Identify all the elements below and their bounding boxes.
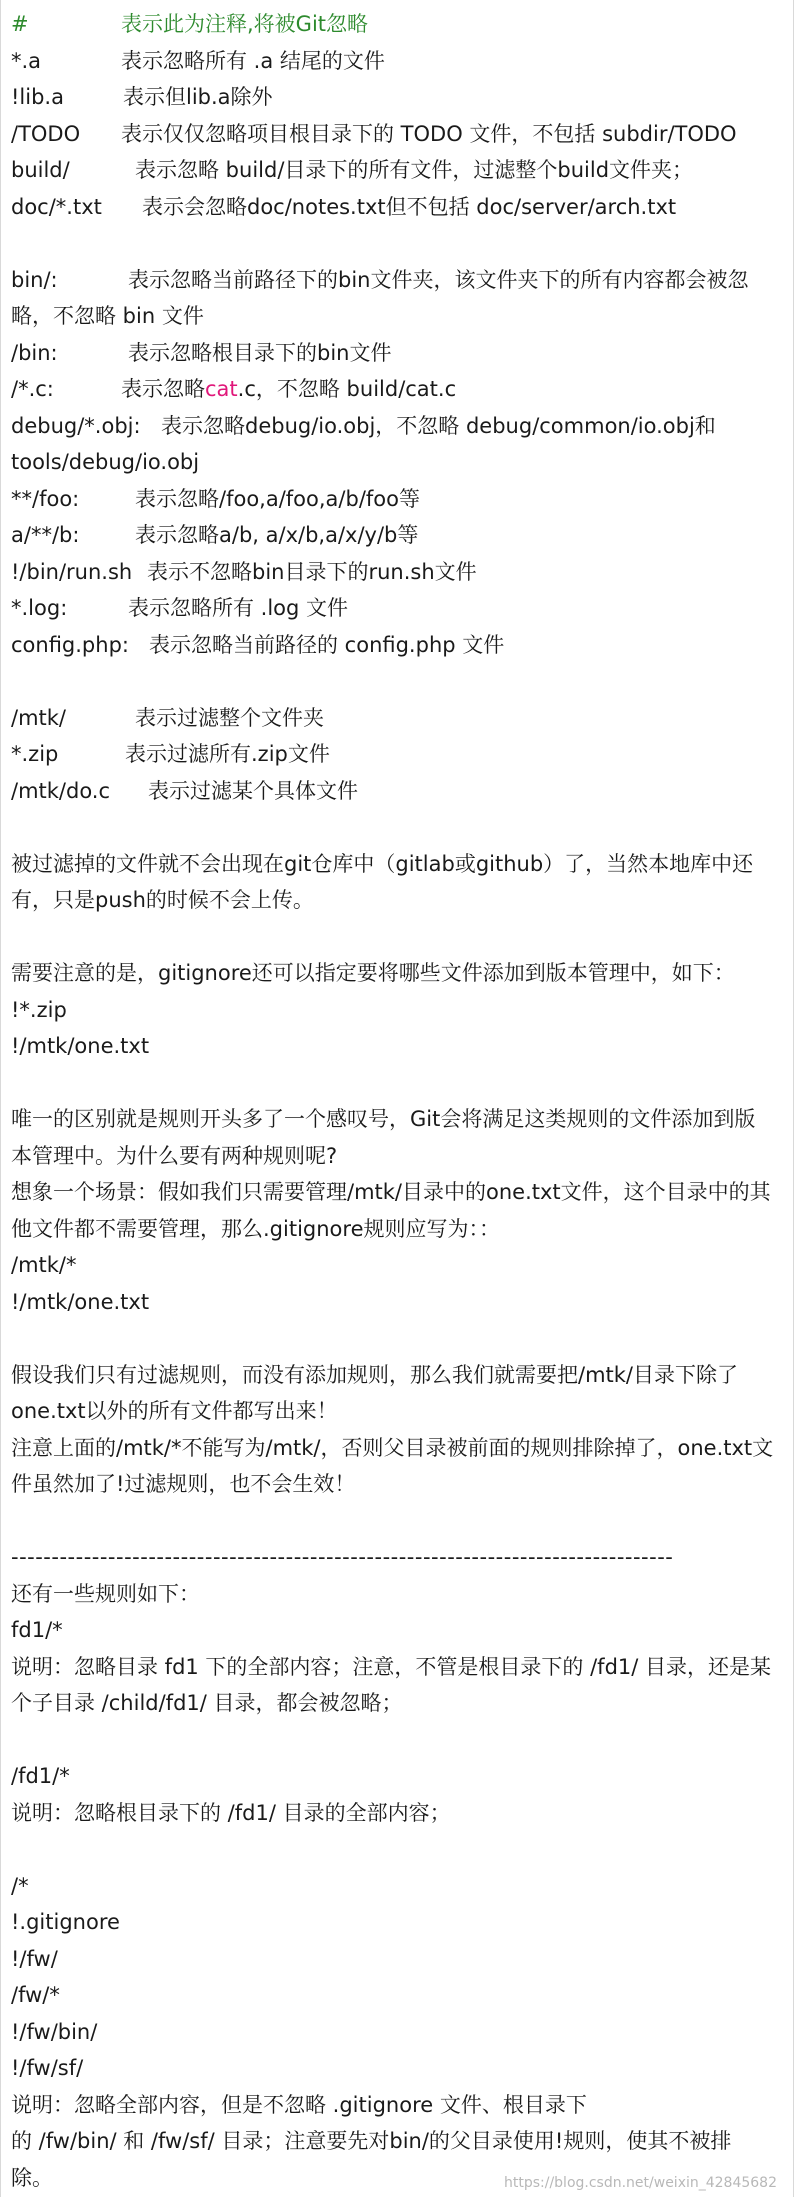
rule-desc-continued: tools/debug/io.obj <box>11 450 200 474</box>
paragraph-line: 的 /fw/bin/ 和 /fw/sf/ 目录；注意要先对bin/的父目录使用!规则，使其不被排 <box>11 2129 732 2153</box>
rule-desc: 表示但lib.a除外 <box>123 85 273 109</box>
rule-key: *.zip <box>11 742 59 766</box>
rule-line <box>11 262 779 299</box>
rule-desc: 表示忽略当前路径的 config.php 文件 <box>149 632 505 657</box>
code-line: !*.zip <box>11 997 67 1022</box>
rule-key: /bin: <box>11 340 58 365</box>
paragraph-line: 想象一个场景：假如我们只需要管理/mtk/目录中的one.txt文件，这个目录中的其 <box>11 1180 771 1204</box>
rule-desc: 表示仅仅忽略项目根目录下的 TODO 文件，不包括 subdir/TODO <box>121 121 737 146</box>
section-title: 还有一些规则如下： <box>11 1581 200 1606</box>
rule-desc: 表示忽略 build/目录下的所有文件，过滤整个build文件夹； <box>135 158 694 182</box>
rule-key: **/foo: <box>11 486 80 511</box>
paragraph-line: 说明：忽略全部内容，但是不忽略 .gitignore 文件、根目录下 <box>11 2092 587 2117</box>
rule-key: *.log: <box>11 596 68 620</box>
paragraph-line: 有，只是push的时候不会上传。 <box>11 888 314 912</box>
rule-key: /mtk/do.c <box>11 778 111 803</box>
paragraph-line: one.txt以外的所有文件都写出来！ <box>11 1399 338 1423</box>
blank-line <box>11 225 779 262</box>
blank-line <box>11 1065 779 1102</box>
paragraph-line: 件虽然加了!过滤规则，也不会生效！ <box>11 1472 356 1496</box>
rule-key: a/**/b: <box>11 523 80 547</box>
rule-desc: 表示过滤所有.zip文件 <box>125 742 330 766</box>
rule-line <box>11 627 779 664</box>
code-line: /mtk/* <box>11 1253 77 1277</box>
rule-key: build/ <box>11 158 70 182</box>
blank-line <box>11 1831 779 1868</box>
rule-line <box>11 79 779 116</box>
rule-key: bin/: <box>11 267 58 292</box>
rule-desc-continued: 略，不忽略 bin 文件 <box>11 304 204 328</box>
rule-desc: 表示过滤整个文件夹 <box>135 705 324 730</box>
rule-key: *.a <box>11 48 42 73</box>
rule-line <box>11 6 779 43</box>
rule-desc: 表示忽略所有 .a 结尾的文件 <box>121 48 385 73</box>
paragraph-line: 个子目录 /child/fd1/ 目录，都会被忽略； <box>11 1691 403 1715</box>
code-line: /fw/* <box>11 1983 60 2007</box>
rule-key: # <box>11 12 29 36</box>
rule-line <box>11 116 779 153</box>
paragraph-line: 需要注意的是，gitignore还可以指定要将哪些文件添加到版本管理中，如下： <box>11 961 735 985</box>
paragraph-line: 本管理中。为什么要有两种规则呢? <box>11 1143 338 1168</box>
rule-line <box>11 335 779 372</box>
rule-key: !lib.a <box>11 85 64 109</box>
rule-desc: 表示忽略根目录下的bin文件 <box>128 340 392 365</box>
rule-key: /TODO <box>11 121 81 146</box>
rule-desc: 表示忽略/foo,a/foo,a/b/foo等 <box>135 486 420 511</box>
blank-line <box>11 1320 779 1357</box>
rule-desc: 表示不忽略bin目录下的run.sh文件 <box>147 559 477 584</box>
rule-line <box>11 736 779 773</box>
paragraph-line: 被过滤掉的文件就不会出现在git仓库中（gitlab或github）了，当然本地库中还 <box>11 851 754 876</box>
rule-desc: 表示忽略debug/io.obj，不忽略 debug/common/io.obj和 <box>161 413 716 438</box>
rule-desc: 表示会忽略doc/notes.txt但不包括 doc/server/arch.txt <box>142 194 677 219</box>
paragraph-line: 唯一的区别就是规则开头多了一个感叹号，Git会将满足这类规则的文件添加到版 <box>11 1107 756 1131</box>
code-line: !/mtk/one.txt <box>11 1034 150 1058</box>
rule-key: config.php: <box>11 632 129 657</box>
rule-key: debug/*.obj: <box>11 413 141 438</box>
blank-line <box>11 809 779 846</box>
rule-line <box>11 189 779 226</box>
code-line: /fd1/* <box>11 1764 70 1788</box>
paragraph-line: 说明：忽略根目录下的 /fd1/ 目录的全部内容； <box>11 1800 451 1825</box>
rule-line <box>11 371 779 408</box>
code-line: !/fw/sf/ <box>11 2056 84 2080</box>
rule-line <box>11 43 779 80</box>
rule-line <box>11 517 779 554</box>
code-line: !/fw/ <box>11 1946 58 1971</box>
rule-line <box>11 590 779 627</box>
rule-key: /*.c: <box>11 377 54 401</box>
rule-line <box>11 408 779 445</box>
code-line: !/mtk/one.txt <box>11 1289 150 1314</box>
paragraph-line: 他文件都不需要管理，那么.gitignore规则应写为：： <box>11 1216 500 1241</box>
rule-desc: 表示忽略当前路径下的bin文件夹，该文件夹下的所有内容都会被忽 <box>128 267 749 292</box>
rule-desc: 表示过滤某个具体文件 <box>148 778 358 803</box>
code-line: !.gitignore <box>11 1910 120 1934</box>
rule-desc-pre: 表示忽略 <box>121 377 205 401</box>
blank-line <box>11 1722 779 1759</box>
rule-line <box>11 152 779 189</box>
rule-line <box>11 773 779 810</box>
code-line: !/fw/bin/ <box>11 2019 98 2044</box>
rule-line <box>11 700 779 737</box>
rule-desc: 表示忽略所有 .log 文件 <box>128 596 349 620</box>
rule-key: /mtk/ <box>11 705 67 730</box>
divider: ---------------------------------------------------------------------------------- <box>11 1545 674 1569</box>
rule-key: !/bin/run.sh <box>11 559 133 584</box>
rule-key: doc/*.txt <box>11 194 102 219</box>
blank-line <box>11 919 779 956</box>
blank-line <box>11 663 779 700</box>
highlighted-word: cat <box>205 377 238 401</box>
paragraph-line: 假设我们只有过滤规则，而没有添加规则，那么我们就需要把/mtk/目录下除了 <box>11 1362 738 1387</box>
rule-line <box>11 554 779 591</box>
paragraph-line: 除。 <box>11 2165 53 2190</box>
code-line: /* <box>11 1873 29 1898</box>
rule-desc-post: .c，不忽略 build/cat.c <box>237 377 457 401</box>
paragraph-line: 注意上面的/mtk/*不能写为/mtk/，否则父目录被前面的规则排除掉了，one.txt文 <box>11 1435 774 1460</box>
rule-desc: 表示忽略a/b, a/x/b,a/x/y/b等 <box>135 523 419 547</box>
rule-desc: 表示此为注释,将被Git忽略 <box>121 12 369 36</box>
paragraph-line: 说明：忽略目录 fd1 下的全部内容；注意，不管是根目录下的 /fd1/ 目录，还是某 <box>11 1654 772 1679</box>
rule-line <box>11 481 779 518</box>
blank-line <box>11 1503 779 1540</box>
code-line: fd1/* <box>11 1618 63 1642</box>
watermark: https://blog.csdn.net/weixin_42845682 <box>503 2175 777 2191</box>
